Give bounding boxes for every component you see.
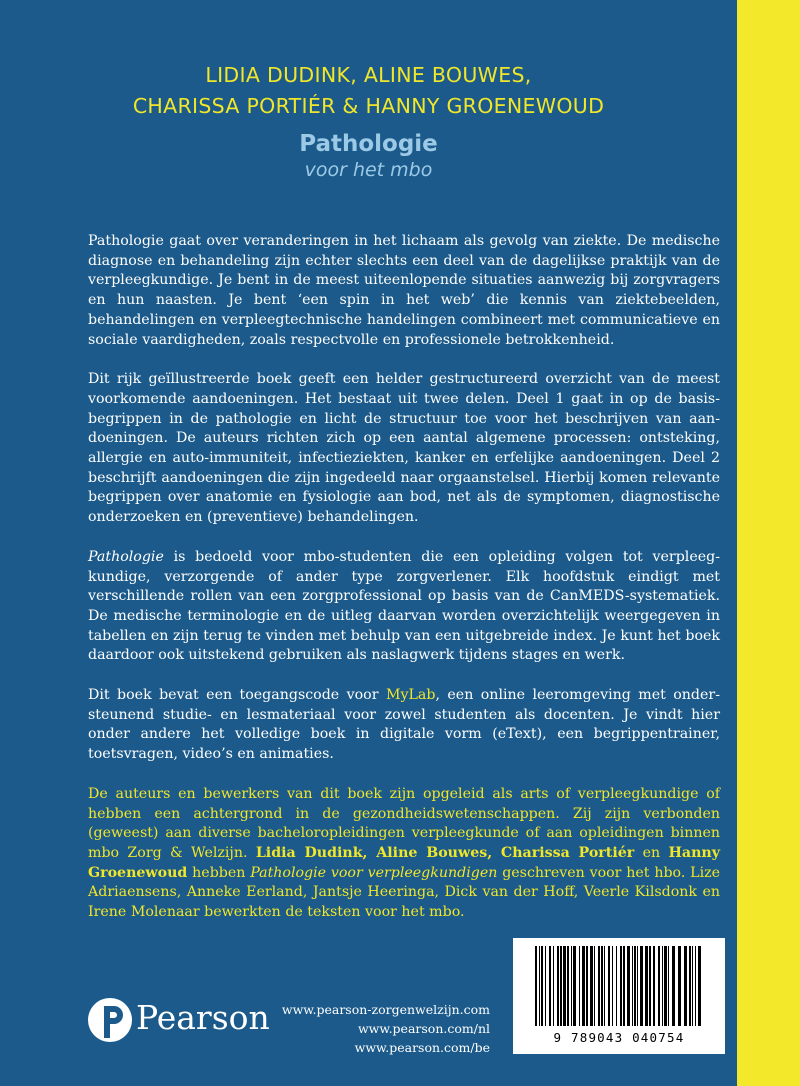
barcode-bar <box>649 946 651 1026</box>
yellow-spine-strip <box>737 0 800 1086</box>
paragraph-authors-bio <box>88 785 720 923</box>
isbn-barcode <box>513 938 725 1054</box>
barcode-bar <box>573 946 576 1026</box>
url-pearson-nl[interactable]: www.pearson.com/nl <box>357 1021 490 1036</box>
barcode-bar <box>695 946 696 1026</box>
bio-book-title-italic: Pathologie voor verpleegkundigen <box>250 864 498 881</box>
publisher-urls <box>282 1000 490 1057</box>
barcode-bar <box>535 946 537 1026</box>
bio-text-2: en <box>634 844 669 861</box>
barcode-bar <box>692 946 693 1026</box>
barcode-bar <box>549 946 551 1026</box>
title-italic: Pathologie <box>88 548 164 565</box>
barcode-bar <box>601 946 603 1026</box>
barcode-bar <box>698 946 701 1026</box>
bio-text-4: geschreven voor het hbo. Lize Adriaensens, Anneke Eerland, Jantsje Heeringa, Dick van der Hoff, Veerle Kilsdonk en Irene Molenaar bewerkten de teksten voor het mbo. <box>88 864 720 921</box>
barcode-bar <box>672 946 675 1026</box>
author-line-2: CHARISSA PORTIÉR & HANNY GROENEWOUD <box>132 94 605 118</box>
barcode-bar <box>553 946 554 1026</box>
barcode-bar <box>598 946 600 1026</box>
barcode-bar <box>567 946 569 1026</box>
barcode-bar <box>668 946 669 1026</box>
barcode-bar <box>640 946 643 1026</box>
barcode-bar <box>563 946 566 1026</box>
paragraph-audience <box>88 548 720 666</box>
barcode-bar <box>545 946 546 1026</box>
barcode-bar <box>539 946 540 1026</box>
barcode-bar <box>604 946 605 1026</box>
url-pearson-be[interactable]: www.pearson.com/be <box>354 1040 490 1055</box>
barcode-bar <box>634 946 636 1026</box>
barcode-bar <box>620 946 622 1026</box>
barcode-bar <box>678 946 681 1026</box>
barcode-bar <box>612 946 613 1026</box>
barcode-bar <box>627 946 630 1026</box>
mylab-text-after: , een online leeromgeving met ondersteunend studie- en lesmateriaal voor zowel studenten als docenten. Je vindt hier onder andere het volledige boek in digitale vorm (eText), een begrippentrainer, toetsvragen, video’s en animaties. <box>88 687 720 763</box>
book-subtitle: voor het mbo <box>304 159 433 181</box>
barcode-bar <box>653 946 655 1026</box>
author-line-1: LIDIA DUDINK, ALINE BOUWES, <box>205 63 532 87</box>
barcode-bar <box>557 946 559 1026</box>
barcode-bar <box>658 946 660 1026</box>
barcode-bar <box>582 946 585 1026</box>
url-zorgenwelzijn[interactable]: www.pearson-zorgenwelzijn.com <box>281 1002 490 1017</box>
barcode-bar <box>571 946 572 1026</box>
barcode-bar <box>623 946 625 1026</box>
paragraph-intro: Pathologie gaat over veranderingen in het lichaam als gevolg van ziekte. De medische diagnose en behandeling zijn echter slechts een deel van de dagelijkse praktijk van de verpleegkundige. Je bent in de meest uiteenlopende situaties aanwezig bij zorgvragers en hun naasten. Je bent ‘een spin in het web’ die kennis van ziektebeelden, behandelingen en verpleegtechnische handelingen combineert met communicatieve en sociale vaardigheden, zoals respectvolle en professionele betrokkenheid. <box>88 233 720 348</box>
barcode-bar <box>560 946 562 1026</box>
barcode-bar <box>579 946 580 1026</box>
barcode-bar <box>586 946 588 1026</box>
barcode-bar <box>541 946 543 1026</box>
barcode-bar <box>662 946 663 1026</box>
pearson-wordmark: Pearson <box>136 998 270 1037</box>
blurb-text <box>88 232 720 943</box>
bio-authors-bold-2: Hanny Groenewoud <box>88 844 720 881</box>
mylab-link[interactable]: MyLab <box>385 687 436 704</box>
barcode-bar <box>616 946 617 1026</box>
barcode-bar <box>689 946 691 1026</box>
barcode-bars <box>521 946 717 1030</box>
barcode-bar <box>594 946 595 1026</box>
author-names <box>0 60 737 122</box>
barcode-bar <box>684 946 687 1026</box>
bio-authors-bold-1: Lidia Dudink, Aline Bouwes, Charissa Portiér <box>255 844 635 861</box>
paragraph-mylab <box>88 686 720 765</box>
paragraph-contents: Dit rijk geïllustreerde boek geeft een helder gestructureerd overzicht van de meest voorkomende aandoeningen. Het bestaat uit twee delen. Deel 1 gaat in op de basisbegrippen in de pathologie en licht de structuur toe voor het beschrijven van aandoeningen. De auteurs richten zich op een aantal algemene processen: ontsteking, allergie en auto-immuniteit, infectieziekten, kanker en erfelijke aandoeningen. Deel 2 beschrijft aandoeningen die zijn ingedeeld naar orgaanstelsel. Hierbij komen relevante begrippen over anatomie en fysiologie aan bod, net als de symptomen, diagnostische onderzoeken en (preventieve) behandelingen. <box>88 371 720 526</box>
mylab-text-before: Dit boek bevat een toegangscode voor <box>88 687 386 704</box>
book-title: Pathologie <box>299 131 438 157</box>
bio-text-3: hebben <box>187 864 251 881</box>
barcode-bar <box>645 946 648 1026</box>
paragraph-audience-text: is bedoeld voor mbo-studenten die een opleiding volgen tot verpleegkundige, verzorgende of ander type zorgverlener. Elk hoofdstuk eindigt met verschillende rollen van een zorgprofessional op basis van de CanMEDS-systematiek. De medische terminologie en de uitleg daarvan worden overzichtelijk weergegeven in tabellen en zijn terug te vinden met behulp van een uitgebreide index. Je kunt het boek daardoor ook uitstekend gebruiken als naslagwerk tijdens stages en werk. <box>88 548 720 664</box>
bio-text-1: De auteurs en bewerkers van dit boek zijn opgeleid als arts of verpleegkundige of hebben een achtergrond in de gezondheidswetenschappen. Zij zijn verbonden (geweest) aan diverse bacheloropleidingen verpleegkunde of aan opleidingen binnen mbo Zorg & Welzijn. <box>88 785 720 861</box>
barcode-bar <box>608 946 610 1026</box>
isbn-number: 9 789043 040754 <box>553 1030 685 1045</box>
barcode-bar <box>664 946 667 1026</box>
barcode-bar <box>590 946 593 1026</box>
barcode-bar <box>637 946 638 1026</box>
barcode-bar <box>632 946 633 1026</box>
